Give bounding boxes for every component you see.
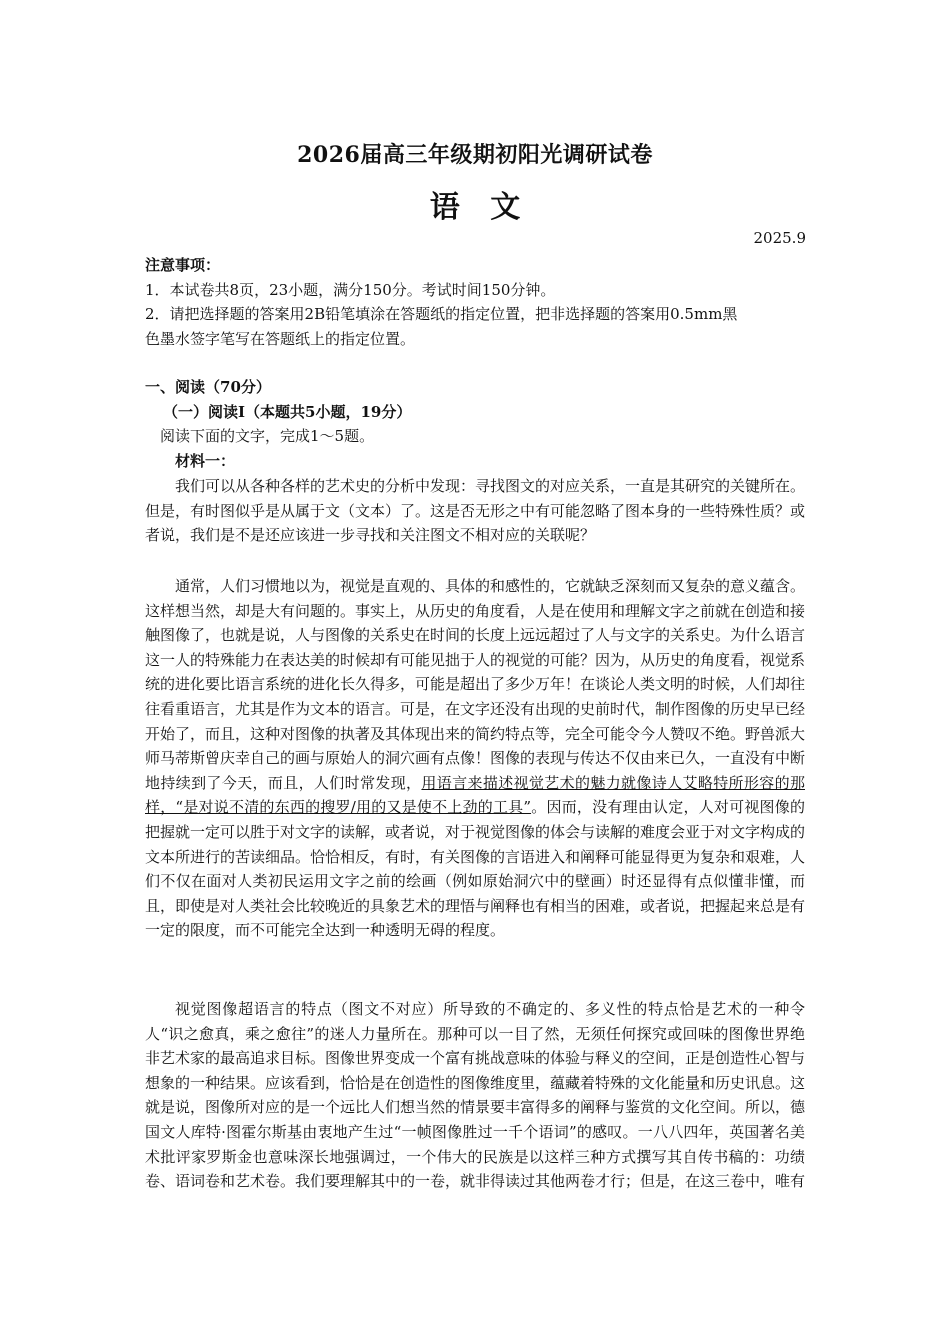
section-heading: 一、阅读（70分）: [145, 378, 271, 396]
paragraph-2-text-end: 。因而，没有理由认定，人对可视图像的把握就一定可以胜于对文字的读解，或者说，对于视觉图像的体会与读解的难度会亚于对文字构成的文本所进行的苦读细品。恰恰相反，有时，有关图像的言语进入和阐释可能显得更为复杂和艰难，人们不仅在面对人类初民运用文字之前的绘画（例如原始洞穴中的壁画）时还显得有点似懂非懂，而且，即使是对人类社会比较晚近的具象艺术的理悟与阐释也有相当的困难，或者说，把握起来总是有一定的限度，而不可能完全达到一种透明无碍的程度。: [145, 798, 806, 940]
passage-paragraph-1: 我们可以从各种各样的艺术史的分析中发现：寻找图文的对应关系，一直是其研究的关键所在。但是，有时图似乎是从属于文（文本）了。这是否无形之中有可能忽略了图本身的一些特殊性质？或者说，我们是不是还应该进一步寻找和关注图文不相对应的关联呢？: [145, 477, 806, 545]
passage-paragraph-2: [145, 574, 805, 943]
subject-title: 语 文: [429, 190, 521, 225]
section-header: [145, 375, 805, 473]
paragraph-2-text-start: 通常，人们习惯地以为，视觉是直观的、具体的和感性的，它就缺乏深刻而又复杂的意义蕴含。这样想当然，却是大有问题的。事实上，从历史的角度看，人是在使用和理解文字之前就在创造和接触图像了，也就是说，人与图像的关系史在时间的长度上远远超过了人与文字的关系史。为什么语言这一人的特殊能力在表达美的时候却有可能见拙于人的视觉的可能？因为，从历史的角度看，视觉系统的进化要比语言系统的进化长久得多，可能是超出了多少万年！在谈论人类文明的时候，人们却往往看重语言，尤其是作为文本的语言。可是，在文字还没有出现的史前时代，制作图像的历史早已经开始了，而且，这种对图像的执著及其体现出来的简约特点等，完全可能令今人赞叹不绝。野兽派大师马蒂斯曾庆幸自己的画与原始人的洞穴画有点像！图像的表现与传达不仅由来已久，一直没有中断地持续到了今天，而且，人们时常发现，: [145, 577, 806, 792]
notice-item-1: 1．本试卷共8页，23小题，满分150分。考试时间150分钟。: [145, 280, 556, 299]
exam-title: 2026届高三年级期初阳光调研试卷: [297, 142, 653, 168]
notice-heading: 注意事项：: [145, 256, 221, 274]
section-instruction: 阅读下面的文字，完成1～5题。: [160, 427, 375, 446]
exam-date: 2025.9: [753, 229, 806, 247]
notice-item-2-line-2: 色墨水签字笔写在答题纸上的指定位置。: [145, 329, 416, 348]
section-subheading: （一）阅读Ⅰ（本题共5小题，19分）: [163, 402, 412, 421]
notice-section: [145, 253, 805, 351]
passage-paragraph-3: 视觉图像超语言的特点（图文不对应）所导致的不确定的、多义性的特点恰是艺术的一种令人“识之愈真，乘之愈往”的迷人力量所在。那种可以一目了然，无须任何探究或回味的图像世界绝非艺术家的最高追求目标。图像世界变成一个富有挑战意味的体验与释义的空间，正是创造性心智与想象的一种结果。应该看到，恰恰是在创造性的图像维度里，蕴藏着特殊的文化能量和历史讯息。这就是说，图像所对应的是一个远比人们想当然的情景要丰富得多的阐释与鉴赏的文化空间。所以，德国文人库特·图霍尔斯基由衷地产生过“一帧图像胜过一千个语词”的感叹。一八八四年，英国著名美术批评家罗斯金也意味深长地强调过，一个伟大的民族是以这样三种方式撰写其自传书稿的：功绩卷、语词卷和艺术卷。我们要理解其中的一卷，就非得读过其他两卷才行；但是，在这三卷中，唯有: [145, 1000, 806, 1191]
notice-item-2-line-1: 2．请把选择题的答案用2B铅笔填涂在答题纸的指定位置，把非选择题的答案用0.5mm黑: [145, 305, 738, 324]
material-label: 材料一：: [175, 451, 236, 470]
underlined-quote: 用语言来描述视觉艺术的魅力就像诗人艾略特所形容的那样，“是对说不清的东西的搜罗/用的又是使不上劲的工具”: [145, 773, 805, 817]
